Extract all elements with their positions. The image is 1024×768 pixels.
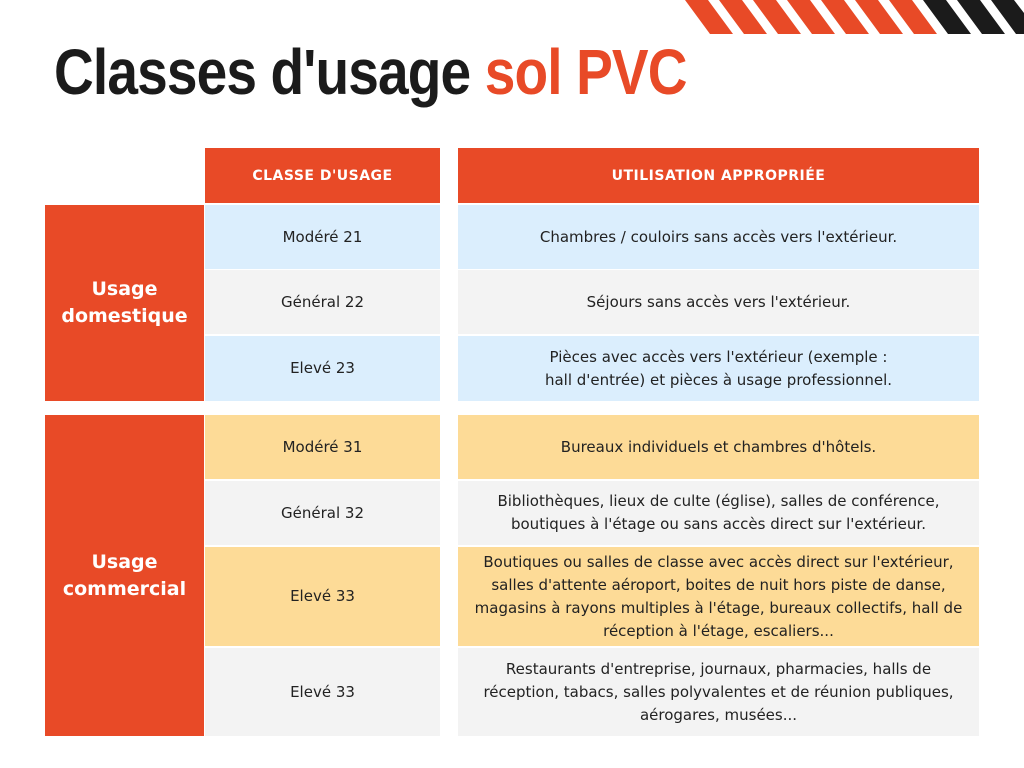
group-label-line: Usage — [91, 550, 158, 573]
use-text-line: Bibliothèques, lieux de culte (église), salles de conférence, — [497, 492, 940, 510]
use-text-line: Boutiques ou salles de classe avec accès direct sur l'extérieur, — [483, 552, 954, 571]
class-cell — [205, 481, 440, 545]
class-cell — [205, 336, 440, 401]
group-commercial — [45, 415, 204, 736]
use-text-line: Séjours sans accès vers l'extérieur. — [586, 292, 851, 311]
class-label: Modéré 31 — [282, 437, 363, 456]
use-cell — [458, 648, 979, 736]
class-cell — [205, 415, 440, 479]
header-class — [205, 148, 440, 203]
use-text-line: Pièces avec accès vers l'extérieur (exemple : — [549, 347, 888, 366]
use-text-line: magasins à rayons multiples à l'étage, bureaux collectifs, hall de — [474, 598, 963, 617]
class-cell — [205, 205, 440, 269]
use-text-line: Chambres / couloirs sans accès vers l'extérieur. — [539, 227, 898, 246]
use-cell — [458, 336, 979, 401]
decorative-stripes — [675, 0, 1024, 34]
class-cell — [205, 270, 440, 334]
use-cell — [458, 547, 979, 646]
use-text-line: Restaurants d'entreprise, journaux, pharmacies, halls de — [505, 659, 932, 678]
class-cell — [205, 547, 440, 646]
class-label: Elevé 33 — [290, 587, 355, 605]
group-domestique — [45, 205, 204, 401]
use-text-line: boutiques à l'étage ou sans accès direct sur l'extérieur. — [510, 515, 926, 533]
group-label-line: Usage — [91, 278, 158, 300]
title-accent: sol PVC — [484, 36, 687, 108]
use-text-line: hall d'entrée) et pièces à usage professionnel. — [544, 370, 893, 389]
use-text-line: réception, tabacs, salles polyvalentes et de réunion publiques, — [483, 682, 954, 701]
title-main: Classes d'usage — [54, 36, 471, 108]
use-text-line: aérogares, musées... — [639, 705, 798, 724]
header-use-label: UTILISATION APPROPRIÉE — [611, 167, 826, 184]
header-use — [458, 148, 979, 203]
class-label: Elevé 33 — [290, 682, 355, 701]
class-label: Modéré 21 — [282, 227, 363, 246]
use-text-line: Bureaux individuels et chambres d'hôtels. — [560, 437, 877, 456]
use-cell — [458, 415, 979, 479]
use-cell — [458, 270, 979, 334]
use-text-line: réception à l'étage, escaliers... — [603, 621, 834, 640]
use-cell — [458, 481, 979, 545]
class-label: Elevé 23 — [290, 359, 355, 377]
group-label-line: commercial — [62, 577, 187, 600]
class-label: Général 32 — [281, 503, 364, 522]
use-cell — [458, 205, 979, 269]
header-class-label: CLASSE D'USAGE — [252, 167, 393, 184]
use-text-line: salles d'attente aéroport, boites de nuit hors piste de danse, — [491, 575, 946, 594]
group-label-line: domestique — [61, 305, 188, 327]
class-cell — [205, 648, 440, 736]
class-label: Général 22 — [281, 292, 364, 311]
page-title — [54, 30, 687, 114]
